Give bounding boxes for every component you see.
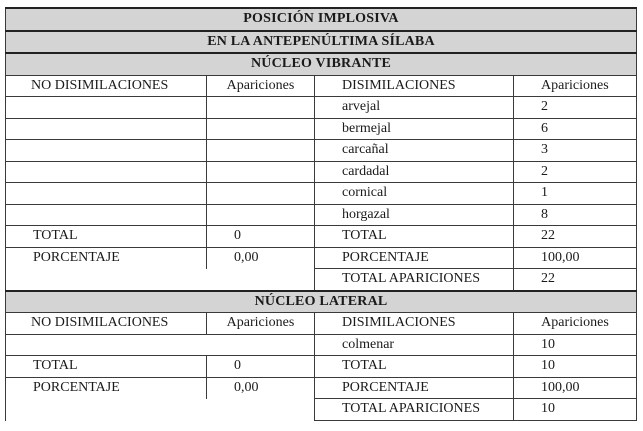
empty-cell <box>207 161 315 183</box>
total-row <box>6 226 637 248</box>
total-apariciones-row <box>6 269 637 291</box>
word-cell: carcañal <box>315 140 514 162</box>
total-apariciones-row <box>6 399 637 421</box>
word-cell: arvejal <box>315 97 514 119</box>
col-no-disimilaciones: NO DISIMILACIONES <box>6 75 207 97</box>
total-apariciones-value: 22 <box>514 269 637 291</box>
no-porcentaje-value: 0,00 <box>207 247 315 269</box>
col-disimilaciones: DISIMILACIONES <box>315 75 514 97</box>
empty-cell <box>6 204 207 226</box>
empty-cell <box>207 97 315 119</box>
total-label: TOTAL <box>315 226 514 248</box>
word-cell: cornical <box>315 183 514 205</box>
document <box>5 7 636 421</box>
count-cell: 1 <box>514 183 637 205</box>
empty-cell <box>207 204 315 226</box>
total-apariciones-label: TOTAL APARICIONES <box>315 399 514 421</box>
total-label: TOTAL <box>6 356 207 378</box>
col-apariciones: Apariciones <box>514 313 637 335</box>
total-label: TOTAL <box>315 356 514 378</box>
section-header-row <box>6 53 637 75</box>
empty-cell <box>6 161 207 183</box>
table-row <box>6 97 637 119</box>
total-row <box>6 356 637 378</box>
table-row <box>6 183 637 205</box>
count-cell: 3 <box>514 140 637 162</box>
empty-cell <box>207 269 315 291</box>
table-row <box>6 118 637 140</box>
empty-cell <box>6 269 207 291</box>
col-apariciones: Apariciones <box>207 75 315 97</box>
disimilaciones-table <box>5 7 637 421</box>
count-cell: 2 <box>514 161 637 183</box>
word-cell: cardadal <box>315 161 514 183</box>
col-disimilaciones: DISIMILACIONES <box>315 313 514 335</box>
empty-cell <box>6 183 207 205</box>
empty-cell <box>207 140 315 162</box>
empty-cell <box>207 118 315 140</box>
dis-total-value: 10 <box>514 356 637 378</box>
total-apariciones-value: 10 <box>514 399 637 421</box>
count-cell: 10 <box>514 334 637 356</box>
count-cell: 6 <box>514 118 637 140</box>
empty-cell <box>6 140 207 162</box>
section-nucleo-vibrante: NÚCLEO VIBRANTE <box>6 53 637 75</box>
dis-total-value: 22 <box>514 226 637 248</box>
empty-cell <box>6 118 207 140</box>
no-porcentaje-value: 0,00 <box>207 377 315 399</box>
porcentaje-label: PORCENTAJE <box>6 377 207 399</box>
table-row <box>6 140 637 162</box>
column-header-row <box>6 75 637 97</box>
empty-cell <box>6 97 207 119</box>
title-antepenultima-silaba: EN LA ANTEPENÚLTIMA SÍLABA <box>6 31 637 54</box>
column-header-row <box>6 313 637 335</box>
porcentaje-row <box>6 247 637 269</box>
empty-cell <box>207 183 315 205</box>
table-row <box>6 334 637 356</box>
empty-cell <box>207 334 315 356</box>
table-row <box>6 204 637 226</box>
section-nucleo-lateral: NÚCLEO LATERAL <box>6 291 637 313</box>
count-cell: 2 <box>514 97 637 119</box>
word-cell: colmenar <box>315 334 514 356</box>
header-row <box>6 31 637 54</box>
porcentaje-label: PORCENTAJE <box>315 247 514 269</box>
table-row <box>6 161 637 183</box>
no-total-value: 0 <box>207 226 315 248</box>
section-header-row <box>6 291 637 313</box>
word-cell: horgazal <box>315 204 514 226</box>
total-apariciones-label: TOTAL APARICIONES <box>315 269 514 291</box>
col-apariciones: Apariciones <box>514 75 637 97</box>
total-label: TOTAL <box>6 226 207 248</box>
dis-porcentaje-value: 100,00 <box>514 377 637 399</box>
title-posicion-implosiva: POSICIÓN IMPLOSIVA <box>6 8 637 31</box>
header-row <box>6 8 637 31</box>
col-no-disimilaciones: NO DISIMILACIONES <box>6 313 207 335</box>
empty-cell <box>207 399 315 421</box>
no-total-value: 0 <box>207 356 315 378</box>
empty-cell <box>6 334 207 356</box>
porcentaje-row <box>6 377 637 399</box>
count-cell: 8 <box>514 204 637 226</box>
word-cell: bermejal <box>315 118 514 140</box>
empty-cell <box>6 399 207 421</box>
dis-porcentaje-value: 100,00 <box>514 247 637 269</box>
porcentaje-label: PORCENTAJE <box>6 247 207 269</box>
porcentaje-label: PORCENTAJE <box>315 377 514 399</box>
col-apariciones: Apariciones <box>207 313 315 335</box>
